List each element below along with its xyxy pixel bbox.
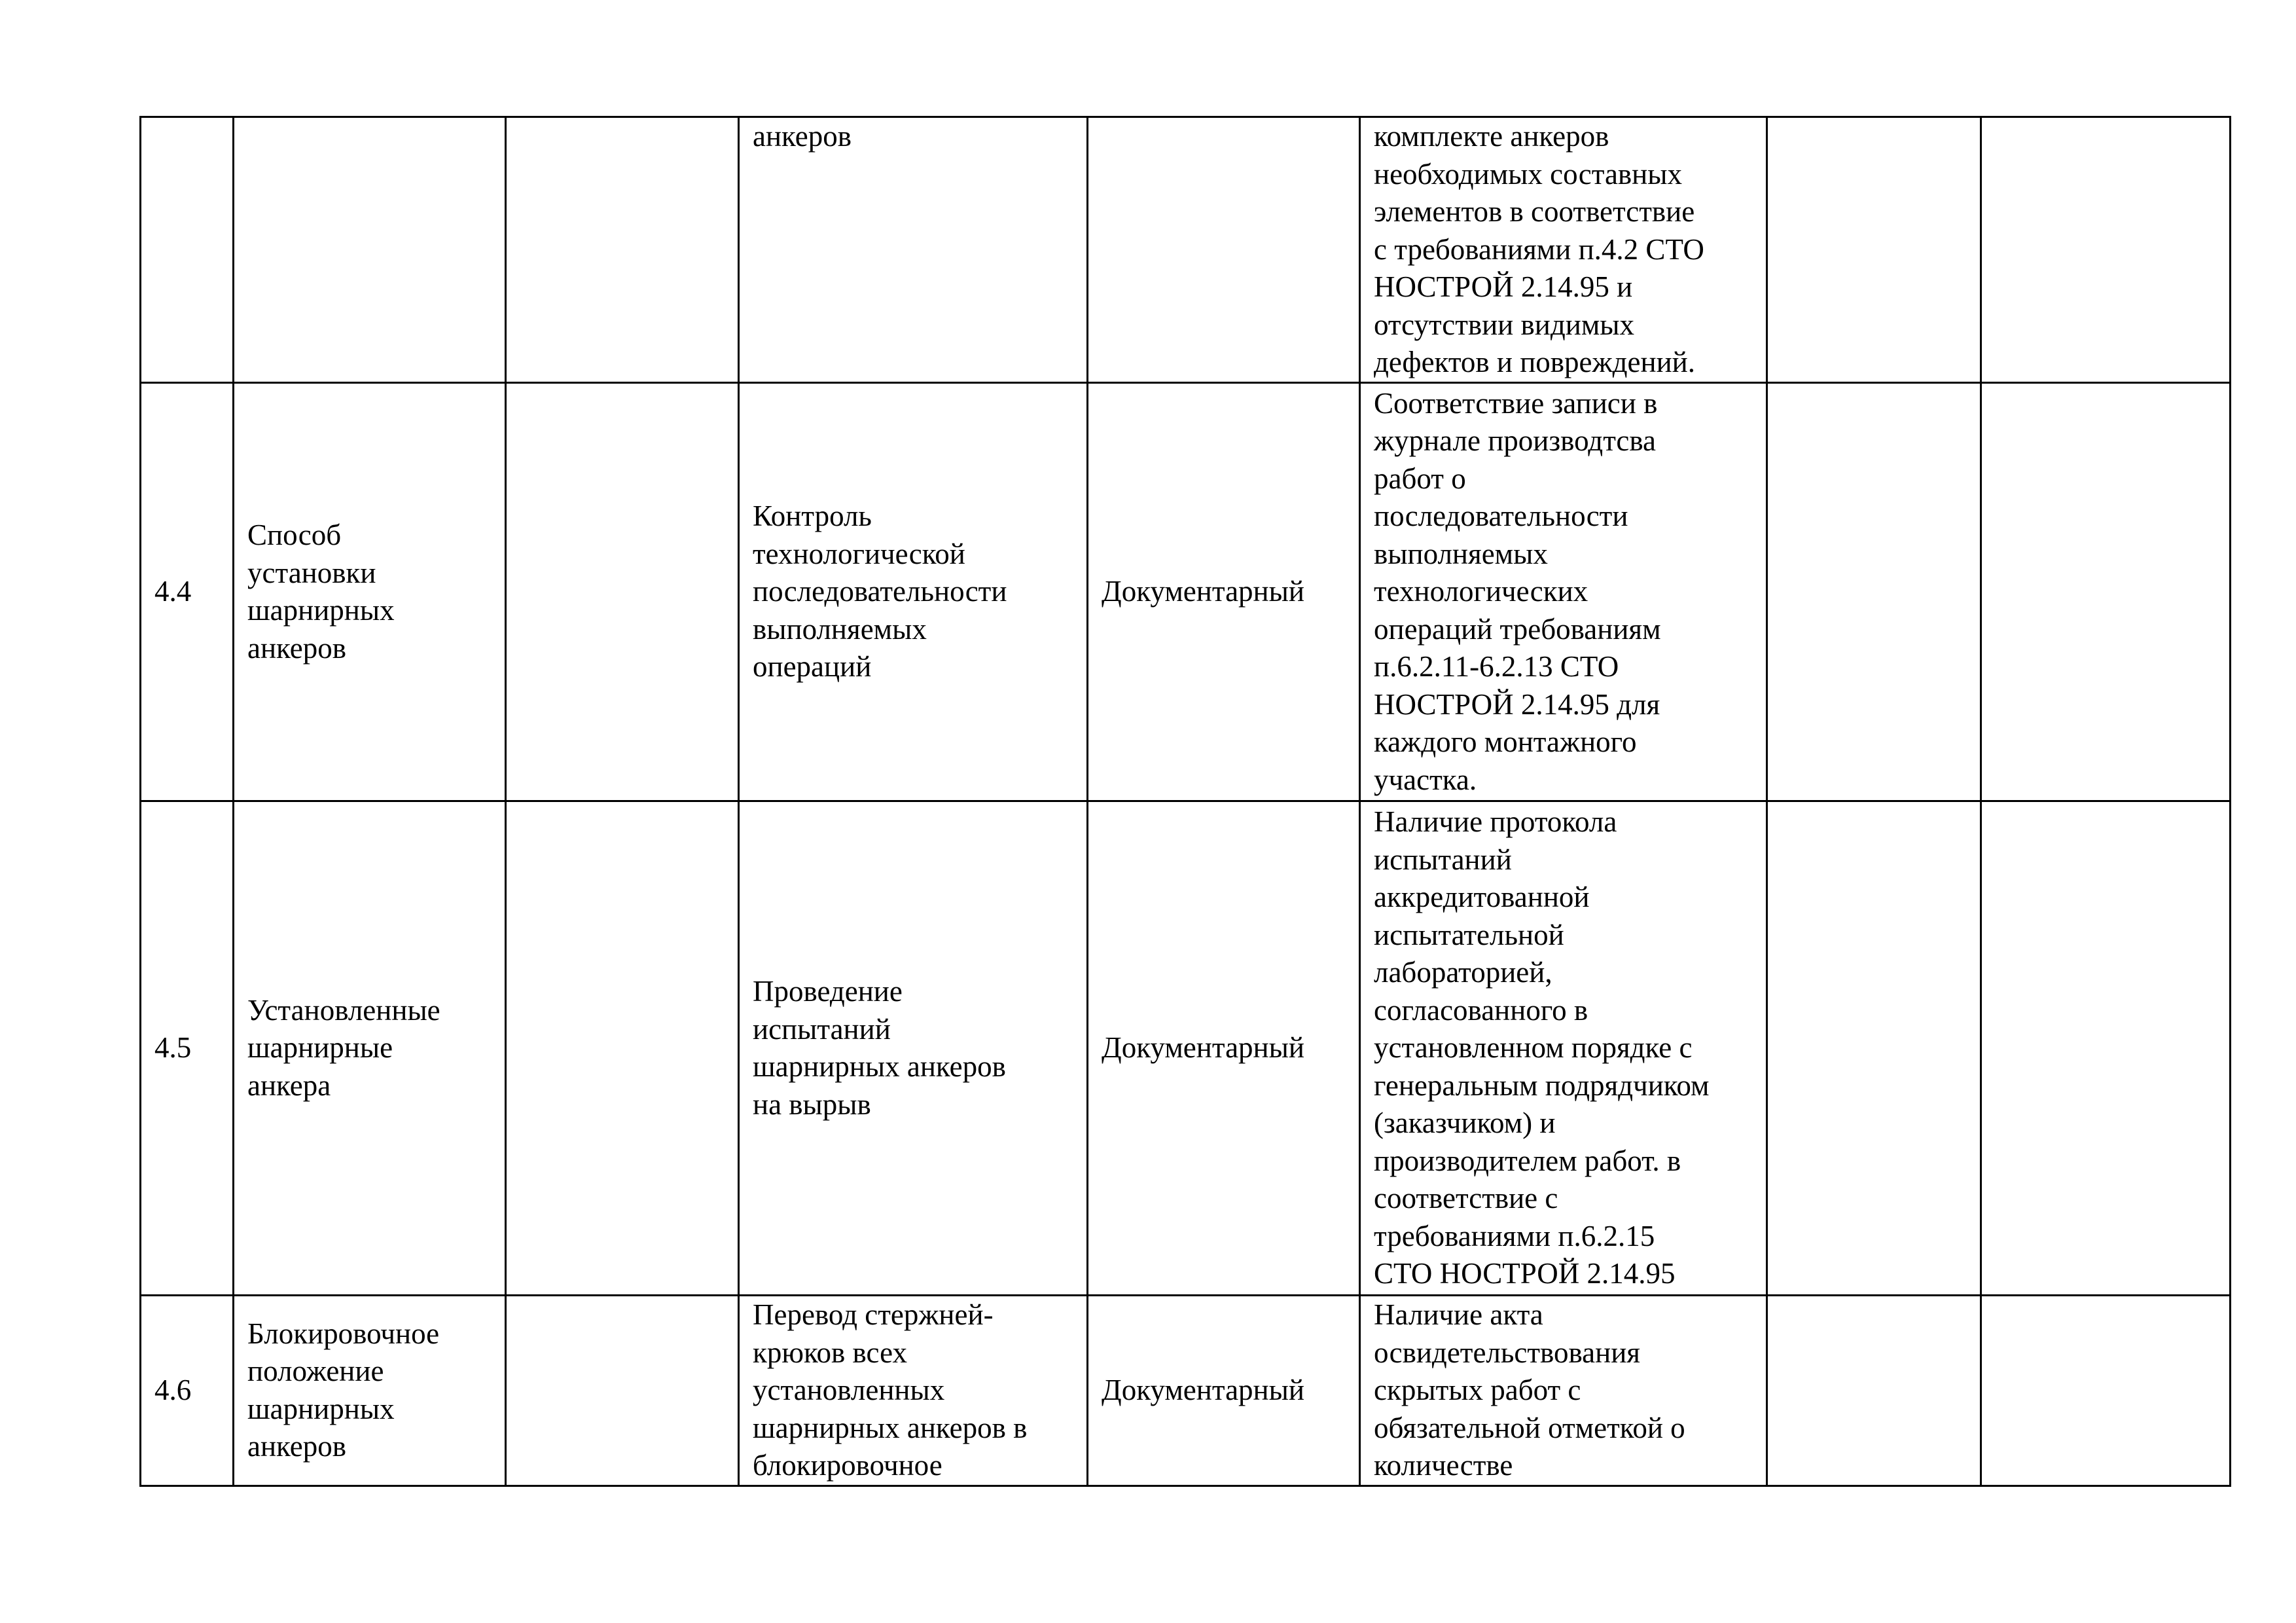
table-row (141, 801, 2231, 1296)
control-operation-text: Перевод стержней- крюков всех установленных шарнирных анкеров в блокировочное (753, 1298, 1028, 1482)
criteria-text: комплекте анкеров необходимых составных элементов в соответствие с требованиями п.4.2 СТО НОСТРОЙ 2.14.95 и отсутствии видимых дефектов и повреждений. (1374, 120, 1704, 378)
parameter-text: Блокировочное положение шарнирных анкеров (247, 1317, 440, 1463)
control-operation-cell (739, 383, 1088, 801)
parameter-cell (234, 117, 506, 383)
control-operation-cell (739, 1296, 1088, 1486)
row-number: 4.6 (154, 1374, 192, 1406)
empty-cell (506, 801, 739, 1296)
criteria-cell (1360, 383, 1767, 801)
control-method-text: Документарный (1102, 575, 1304, 608)
row-number-cell (141, 801, 234, 1296)
control-operation-text: анкеров (753, 120, 852, 153)
parameter-cell (234, 801, 506, 1296)
parameter-text: Способ установки шарнирных анкеров (247, 519, 395, 665)
empty-cell (1981, 801, 2231, 1296)
control-method-text: Документарный (1102, 1031, 1304, 1065)
inspection-table (139, 116, 2231, 1487)
criteria-text: Наличие протокола испытаний аккредитованной испытательной лабораторией, согласованного в установленном порядке с генеральным подрядчиком (заказчиком) и производителем работ. в соответствие с требованиями п.6.2.15 СТО НОСТРОЙ 2.14.95 (1374, 805, 1710, 1290)
empty-cell (1767, 117, 1981, 383)
criteria-cell (1360, 801, 1767, 1296)
control-method-cell (1088, 1296, 1360, 1486)
empty-cell (506, 383, 739, 801)
parameter-text: Установленные шарнирные анкера (247, 993, 440, 1102)
control-method-cell (1088, 117, 1360, 383)
empty-cell (506, 117, 739, 383)
control-operation-cell (739, 117, 1088, 383)
table-row (141, 383, 2231, 801)
table-row (141, 1296, 2231, 1486)
empty-cell (506, 1296, 739, 1486)
row-number-cell (141, 383, 234, 801)
empty-cell (1767, 1296, 1981, 1486)
table-row (141, 117, 2231, 383)
criteria-cell (1360, 1296, 1767, 1486)
control-method-cell (1088, 801, 1360, 1296)
criteria-text: Наличие акта освидетельствования скрытых работ с обязательной отметкой о количестве (1374, 1298, 1685, 1482)
empty-cell (1767, 383, 1981, 801)
control-operation-text: Контроль технологической последовательности выполняемых операций (753, 500, 1007, 684)
criteria-text: Соответствие записи в журнале производтсва работ о последовательности выполняемых технологических операций требованиям п.6.2.11-6.2.13 СТО НОСТРОЙ 2.14.95 для каждого монтажного участка. (1374, 386, 1661, 796)
row-number-cell (141, 117, 234, 383)
row-number-cell (141, 1296, 234, 1486)
control-operation-cell (739, 801, 1088, 1296)
parameter-cell (234, 383, 506, 801)
control-method-text: Документарный (1102, 1374, 1304, 1406)
control-operation-text: Проведение испытаний шарнирных анкеров на вырыв (753, 975, 1006, 1121)
empty-cell (1981, 383, 2231, 801)
parameter-cell (234, 1296, 506, 1486)
control-method-cell (1088, 383, 1360, 801)
criteria-cell (1360, 117, 1767, 383)
empty-cell (1767, 801, 1981, 1296)
row-number: 4.5 (154, 1031, 192, 1065)
empty-cell (1981, 117, 2231, 383)
row-number: 4.4 (154, 575, 192, 608)
empty-cell (1981, 1296, 2231, 1486)
